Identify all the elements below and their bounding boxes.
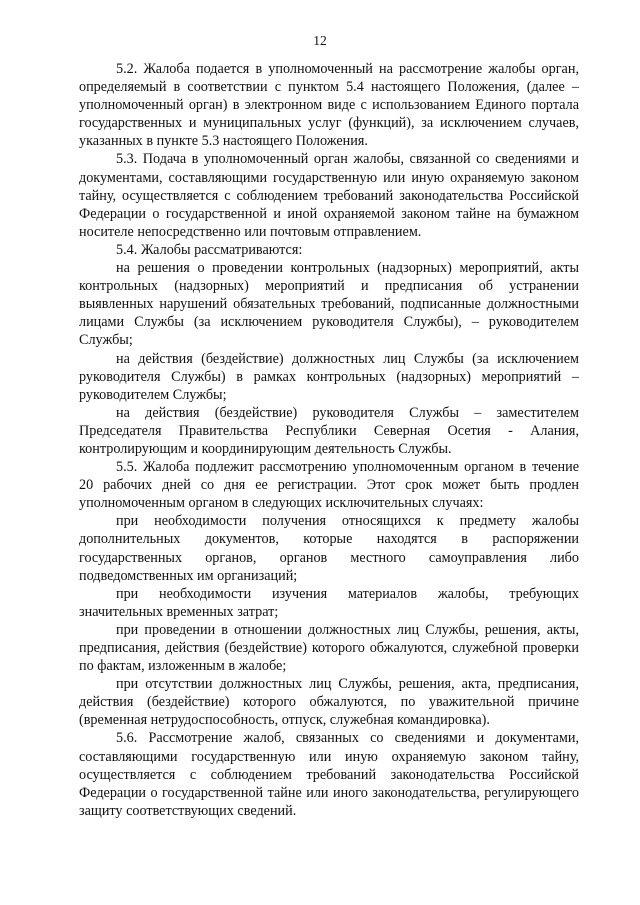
- paragraph-5-2: 5.2. Жалоба подается в уполномоченный на рассмотрение жалобы орган, определяемый в соответствии с пунктом 5.4 настоящего Положения, (далее – уполномоченный орган) в электронном виде с использованием Единого портала государственных и муниципальных услуг (функций), за исключением случаев, указанных в пункте 5.3 настоящего Положения.: [79, 61, 579, 150]
- document-body: [79, 60, 579, 820]
- paragraph-5-4-item-1: на решения о проведении контрольных (надзорных) мероприятий, акты контрольных (надзорных) мероприятий и предписания об устранении выявленных нарушений обязательных требований, подписанные должностными лицами Службы (за исключением руководителя Службы), – руководителем Службы;: [79, 260, 579, 349]
- paragraph-5-6: 5.6. Рассмотрение жалоб, связанных со сведениями и документами, составляющими государственную или иную охраняемую законом тайну, осуществляется с соблюдением требований законодательства Российской Федерации о государственной тайне или иного законодательства, регулирующего защиту соответствующих сведений.: [79, 730, 579, 819]
- paragraph-5-4: 5.4. Жалобы рассматриваются:: [116, 241, 303, 258]
- paragraph-5-4-item-3: на действия (бездействие) руководителя Службы – заместителем Председателя Правительства Республики Северная Осетия - Алания, контролирующим и координирующим деятельность Службы.: [79, 404, 579, 457]
- paragraph-5-5-case-3: при проведении в отношении должностных лиц Службы, решения, акты, предписания, действия (бездействие) которого обжалуются, служебной проверки по фактам, изложенным в жалобе;: [79, 621, 579, 675]
- paragraph-5-3: 5.3. Подача в уполномоченный орган жалобы, связанной со сведениями и документами, составляющими государственную или иную охраняемую законом тайну, осуществляется с соблюдением требований законодательства Российской Федерации о государственной и иной охраняемой законом тайне на бумажном носителе непосредственно или почтовым отправлением.: [79, 151, 579, 240]
- paragraph-5-5-case-4: при отсутствии должностных лиц Службы, решения, акта, предписания, действия (бездействие) которого обжалуются, по уважительной причине (временная нетрудоспособность, отпуск, служебная командировка).: [79, 676, 579, 729]
- page-number: 12: [313, 33, 327, 48]
- paragraph-5-4-item-2: на действия (бездействие) должностных лиц Службы (за исключением руководителя Службы) в рамках контрольных (надзорных) мероприятий – руководителем Службы;: [79, 350, 579, 403]
- paragraph-5-5-case-2: при необходимости изучения материалов жалобы, требующих значительных временных затрат;: [79, 585, 579, 620]
- paragraph-5-5: 5.5. Жалоба подлежит рассмотрению уполномоченным органом в течение 20 рабочих дней со дня ее регистрации. Этот срок может быть продлен уполномоченным органом в следующих исключительных случаях:: [79, 459, 579, 512]
- paragraph-5-5-case-1: при необходимости получения относящихся к предмету жалобы дополнительных документов, которые находятся в распоряжении государственных органов, органов местного самоуправления либо подведомственных им организаций;: [79, 513, 579, 584]
